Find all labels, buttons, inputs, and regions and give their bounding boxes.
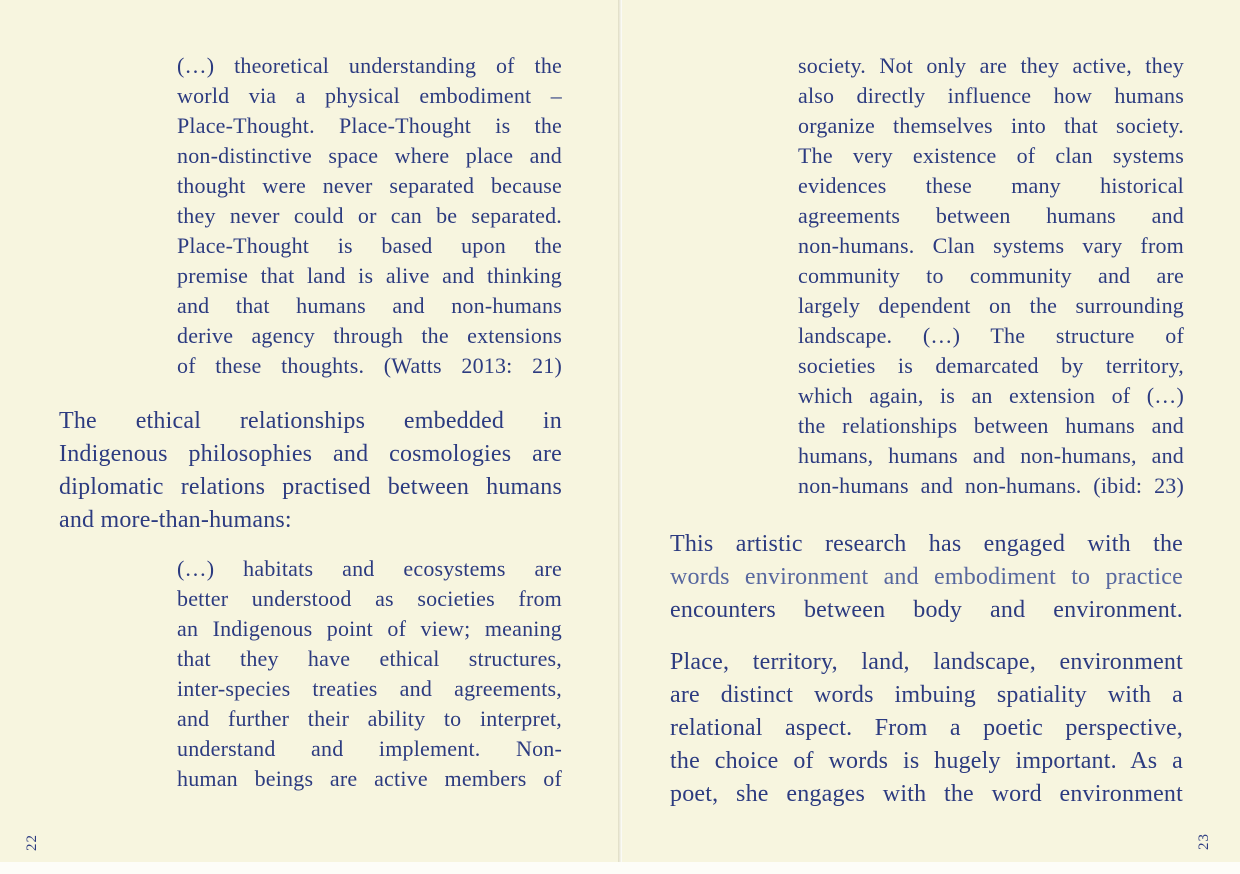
text-line: Place-Thought. Place-Thought is the <box>177 113 562 138</box>
paragraph-artistic-research <box>670 528 1183 627</box>
text-line: This artistic research has engaged with the <box>670 531 1183 557</box>
text-line: poet, she engages with the word environment <box>670 781 1183 807</box>
text-line: inter-species treaties and agreements, <box>177 676 562 701</box>
blockquote-place-thought <box>177 51 562 381</box>
text-line: are distinct words imbuing spatiality with a <box>670 682 1183 708</box>
text-line: non-humans. Clan systems vary from <box>798 233 1184 258</box>
text-line: words environment and embodiment to practice <box>670 564 1183 590</box>
text-line: thought were never separated because <box>177 173 562 198</box>
text-line: Place-Thought is based upon the <box>177 233 562 258</box>
text-line: Place, territory, land, landscape, environment <box>670 649 1183 675</box>
text-line: The very existence of clan systems <box>798 143 1184 168</box>
text-line: also directly influence how humans <box>798 83 1184 108</box>
book-bottom-edge <box>0 862 1240 874</box>
page-gutter <box>618 0 622 862</box>
text-line: community to community and are <box>798 263 1184 288</box>
text-line: which again, is an extension of (…) <box>798 383 1184 408</box>
text-line: encounters between body and environment. <box>670 597 1183 623</box>
text-line: non-distinctive space where place and <box>177 143 562 168</box>
text-line: agreements between humans and <box>798 203 1184 228</box>
text-line: and further their ability to interpret, <box>177 706 562 731</box>
blockquote-society-continuation <box>798 51 1184 501</box>
text-line: society. Not only are they active, they <box>798 53 1184 78</box>
text-line: an Indigenous point of view; meaning <box>177 616 562 641</box>
text-line: (…) theoretical understanding of the <box>177 53 562 78</box>
text-line: and more-than-humans: <box>59 507 292 533</box>
text-line: The ethical relationships embedded in <box>59 408 562 434</box>
text-line: largely dependent on the surrounding <box>798 293 1184 318</box>
text-line: the relationships between humans and <box>798 413 1184 438</box>
paragraph-ethical-relationships <box>59 405 562 537</box>
text-line: that they have ethical structures, <box>177 646 562 671</box>
page-number-22: 22 <box>24 834 40 851</box>
blockquote-habitats-ecosystems <box>177 554 562 794</box>
text-line: understand and implement. Non- <box>177 736 562 761</box>
text-line: organize themselves into that society. <box>798 113 1184 138</box>
text-line: evidences these many historical <box>798 173 1184 198</box>
text-line: landscape. (…) The structure of <box>798 323 1184 348</box>
text-line: derive agency through the extensions <box>177 323 562 348</box>
text-line: relational aspect. From a poetic perspective, <box>670 715 1183 741</box>
text-line: they never could or can be separated. <box>177 203 562 228</box>
text-line: human beings are active members of <box>177 766 562 791</box>
text-line: the choice of words is hugely important. As a <box>670 748 1183 774</box>
text-line: better understood as societies from <box>177 586 562 611</box>
text-line: societies is demarcated by territory, <box>798 353 1184 378</box>
text-line: of these thoughts. (Watts 2013: 21) <box>177 353 562 378</box>
text-line: (…) habitats and ecosystems are <box>177 556 562 581</box>
text-line: and that humans and non-humans <box>177 293 562 318</box>
text-line: non-humans and non-humans. (ibid: 23) <box>798 473 1184 498</box>
text-line: humans, humans and non-humans, and <box>798 443 1184 468</box>
paragraph-place-territory <box>670 646 1183 811</box>
page-number-23: 23 <box>1196 833 1212 850</box>
text-line: Indigenous philosophies and cosmologies are <box>59 441 562 467</box>
text-line: premise that land is alive and thinking <box>177 263 562 288</box>
text-line: world via a physical embodiment – <box>177 83 562 108</box>
text-line: diplomatic relations practised between humans <box>59 474 562 500</box>
